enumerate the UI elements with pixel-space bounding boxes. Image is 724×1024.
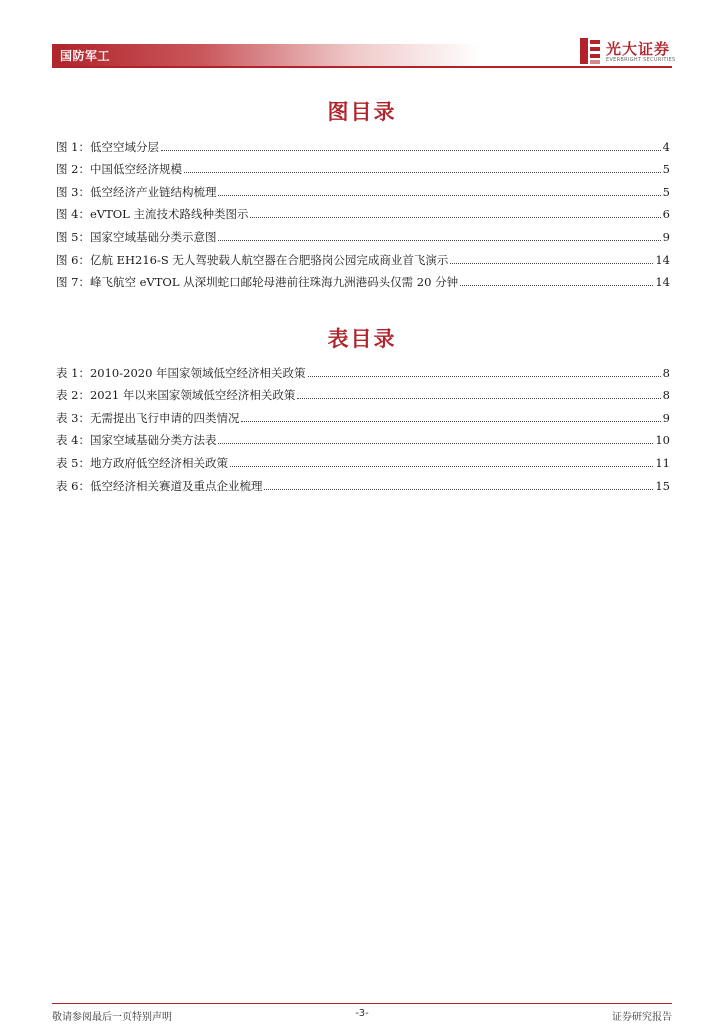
toc-entry[interactable] xyxy=(56,447,670,470)
figure-index-list xyxy=(56,131,670,289)
leader-dots xyxy=(241,421,660,422)
table-index-list xyxy=(56,357,670,493)
toc-entry-label: 图 7：峰飞航空 eVTOL 从深圳蛇口邮轮母港前往珠海九洲港码头仅需 20 分钟 xyxy=(56,275,459,290)
toc-entry[interactable] xyxy=(56,357,670,380)
leader-dots xyxy=(308,376,661,377)
toc-entry[interactable] xyxy=(56,176,670,199)
leader-dots xyxy=(297,398,660,399)
leader-dots xyxy=(184,172,661,173)
toc-entry-label: 图 3：低空经济产业链结构梳理 xyxy=(56,184,217,199)
footer-disclaimer: 敬请参阅最后一页特别声明 xyxy=(52,1012,172,1023)
toc-entry-label: 图 1：低空空域分层 xyxy=(56,139,159,154)
toc-entry[interactable] xyxy=(56,267,670,290)
toc-entry[interactable] xyxy=(56,199,670,222)
toc-entry[interactable] xyxy=(56,154,670,177)
toc-entry[interactable] xyxy=(56,470,670,493)
toc-entry-label: 图 6：亿航 EH216-S 无人驾驶载人航空器在合肥骆岗公园完成商业首飞演示 xyxy=(56,252,449,267)
leader-dots xyxy=(250,217,660,218)
leader-dots xyxy=(460,285,653,286)
toc-entry-label: 表 5：地方政府低空经济相关政策 xyxy=(56,455,228,470)
toc-entry-page: 14 xyxy=(655,252,670,267)
toc-entry[interactable] xyxy=(56,244,670,267)
header-divider xyxy=(52,66,672,68)
leader-dots xyxy=(218,240,660,241)
footer-report-type: 证券研究报告 xyxy=(612,1012,672,1023)
toc-entry-label: 图 2：中国低空经济规模 xyxy=(56,162,182,177)
toc-entry[interactable] xyxy=(56,221,670,244)
toc-entry-label: 表 2：2021 年以来国家领域低空经济相关政策 xyxy=(56,388,296,403)
page-header xyxy=(0,0,724,70)
toc-entry[interactable] xyxy=(56,380,670,403)
toc-entry-page: 6 xyxy=(662,207,670,222)
logo-text-en: EVERBRIGHT SECURITIES xyxy=(606,57,676,63)
toc-entry-page: 5 xyxy=(662,184,670,199)
toc-entry[interactable] xyxy=(56,131,670,154)
toc-entry-label: 图 4：eVTOL 主流技术路线种类图示 xyxy=(56,207,249,222)
toc-entry-label: 表 3：无需提出飞行申请的四类情况 xyxy=(56,410,240,425)
toc-entry-page: 9 xyxy=(662,410,670,425)
toc-entry[interactable] xyxy=(56,402,670,425)
toc-entry-label: 表 6：低空经济相关赛道及重点企业梳理 xyxy=(56,478,263,493)
toc-entry-label: 表 1：2010-2020 年国家领域低空经济相关政策 xyxy=(56,365,306,380)
leader-dots xyxy=(161,150,661,151)
footer-divider xyxy=(52,1003,672,1004)
toc-entry-page: 10 xyxy=(655,433,670,448)
toc-entry-page: 14 xyxy=(655,275,670,290)
toc-entry-page: 5 xyxy=(662,162,670,177)
toc-entry-page: 4 xyxy=(662,139,670,154)
leader-dots xyxy=(218,195,660,196)
brand-logo xyxy=(580,38,680,66)
toc-entry-label: 图 5：国家空域基础分类示意图 xyxy=(56,229,217,244)
page-number: -3- xyxy=(355,1008,369,1019)
toc-entry-label: 表 4：国家空域基础分类方法表 xyxy=(56,433,217,448)
toc-entry-page: 9 xyxy=(662,229,670,244)
section-label: 国防军工 xyxy=(60,49,111,63)
leader-dots xyxy=(450,263,653,264)
table-index-title: 表目录 xyxy=(327,327,397,351)
section-tab xyxy=(52,44,482,66)
leader-dots xyxy=(230,466,653,467)
everbright-logo-icon xyxy=(580,38,602,64)
toc-entry-page: 8 xyxy=(662,388,670,403)
toc-entry-page: 11 xyxy=(655,455,670,470)
toc-entry[interactable] xyxy=(56,425,670,448)
figure-index-title: 图目录 xyxy=(327,100,397,124)
leader-dots xyxy=(264,489,653,490)
leader-dots xyxy=(218,443,653,444)
toc-entry-page: 8 xyxy=(662,365,670,380)
toc-entry-page: 15 xyxy=(655,478,670,493)
logo-text-cn: 光大证券 xyxy=(606,40,671,58)
